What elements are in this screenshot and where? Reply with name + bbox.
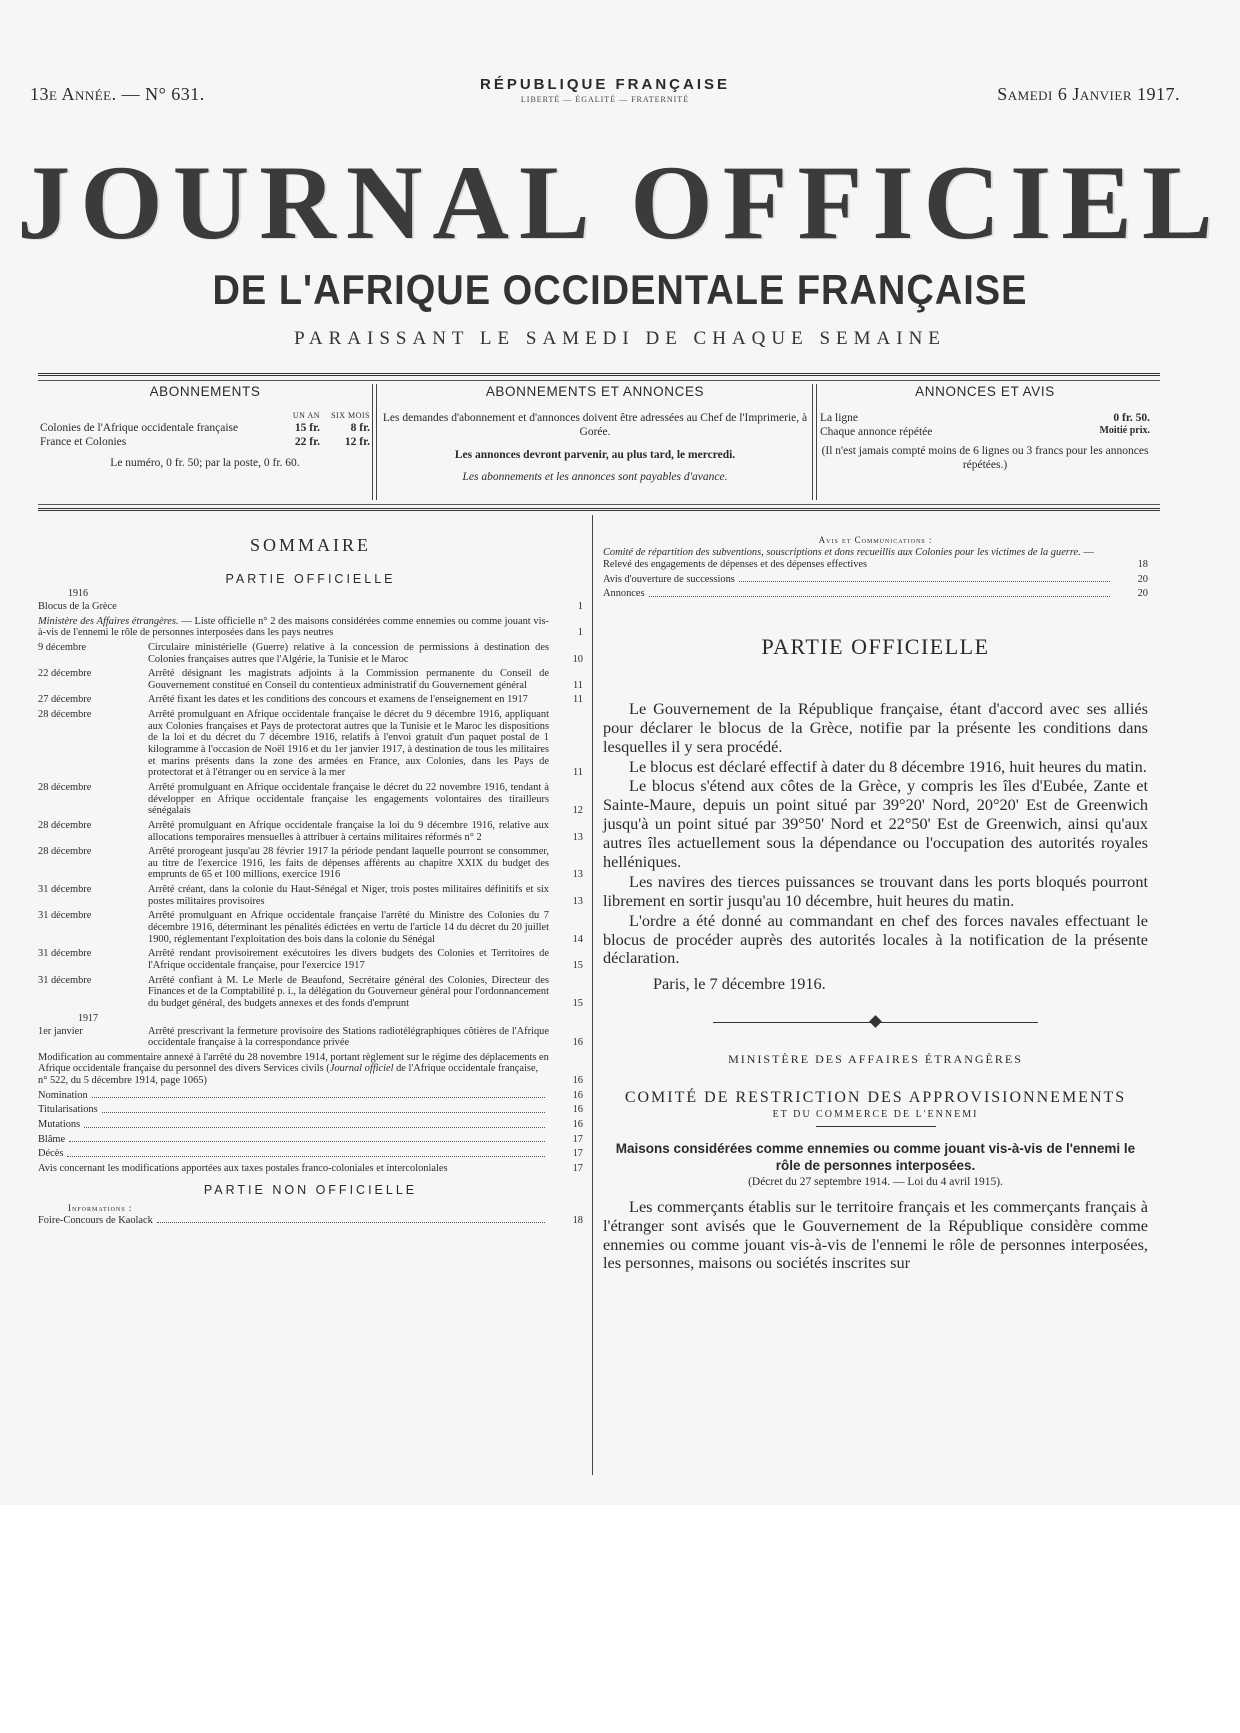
rate-six-mois: 12 fr. xyxy=(344,436,370,449)
entry-date: 31 décembre xyxy=(38,974,92,986)
article-column xyxy=(603,535,1148,1274)
rate-row xyxy=(40,435,370,449)
rate-row xyxy=(40,421,370,435)
sommaire-entry xyxy=(38,910,583,945)
entry-text: de l'Afrique occidentale française, n° 522, du 5 décembre 1914, page 1065) xyxy=(38,1063,539,1087)
entry-page: 20 xyxy=(1137,573,1148,585)
repetee-label: Chaque annonce répétée xyxy=(820,426,933,439)
rate-six-mois: 8 fr. xyxy=(350,421,370,434)
journal-title: JOURNAL OFFICIEL xyxy=(17,144,1223,261)
repetee-value: Moitié prix. xyxy=(1099,425,1150,437)
entry-page: 1 xyxy=(577,601,583,612)
entry-date: 28 décembre xyxy=(38,819,92,831)
sommaire-entry xyxy=(38,948,583,971)
entry-text: Arrêté créant, dans la colonie du Haut-Sénégal et Niger, trois postes militaires définitifs et six postes militaires provisoires xyxy=(148,884,549,907)
entry-text: Blâme xyxy=(38,1133,66,1145)
entry-date: 1er janvier xyxy=(38,1025,83,1037)
entry-text: — Relevé des engagements de dépenses et des dépenses effectives xyxy=(603,547,1094,570)
rate-un-an: 22 fr. xyxy=(294,436,320,449)
box-bottom-rule xyxy=(38,504,1160,511)
rate-label: France et Colonies xyxy=(40,436,127,449)
entry-page: 15 xyxy=(572,997,583,1009)
entry-page: 11 xyxy=(572,694,583,706)
box-top-rule xyxy=(38,373,1160,381)
masthead-topline xyxy=(30,76,1180,116)
republic-label: RÉPUBLIQUE FRANÇAISE xyxy=(479,76,730,93)
entry-text: Arrêté désignant les magistrats adjoints à la Commission permanente du Conseil de Gouvernement constitué en Conseil du contentieux administratif du Gouvernement général xyxy=(148,668,549,691)
entry-date: 28 décembre xyxy=(38,846,92,858)
year-1917: 1917 xyxy=(78,1012,98,1024)
entry-text: Arrêté rendant provisoirement exécutoires les divers budgets des Colonies et Territoires de l'Afrique occidentale française, pour l'exercice 1917 xyxy=(148,948,549,971)
annonces-avis-heading: ANNONCES ET AVIS xyxy=(915,384,1055,399)
sommaire-title: SOMMAIRE xyxy=(249,535,371,555)
leader-dots xyxy=(102,1104,545,1113)
sommaire-entry xyxy=(38,1104,583,1116)
rate-label: Colonies de l'Afrique occidentale française xyxy=(40,421,239,434)
sommaire-entry xyxy=(38,616,583,639)
entry-text-wrapper xyxy=(38,1052,549,1087)
leader-dots xyxy=(649,588,1110,597)
sommaire-entry xyxy=(38,846,583,881)
abonnements-annonces-heading: ABONNEMENTS ET ANNONCES xyxy=(485,384,705,399)
sommaire-entry xyxy=(38,668,583,691)
article-signoff: Paris, le 7 décembre 1916. xyxy=(653,974,826,994)
leader-dots xyxy=(69,1134,545,1143)
box-separator xyxy=(812,384,817,500)
annonces-note: (Il n'est jamais compté moins de 6 lignes ou 3 francs pour les annonces répétées.) xyxy=(821,444,1149,471)
sommaire-entry xyxy=(38,884,583,907)
sommaire-continued xyxy=(603,535,1148,600)
entry-page: 18 xyxy=(572,1214,583,1226)
sommaire-entry xyxy=(38,1163,583,1175)
article-paragraph: Le blocus s'étend aux côtes de la Grèce, y compris les îles d'Eubée, Zante et Sainte-Maure, depuis un point situé par 39°20' Nord, 20°20' Est de Greenwich jusqu'à un point situé par 39°50' Nord et 22°50' Est de Greenwich, ainsi qu'aux autres îles actuellement sous la dépendance ou l'occupation des autorités royales helléniques. xyxy=(603,776,1148,872)
article-paragraph: L'ordre a été donné au commandant en chef des forces navales effectuant le blocus de procéder auprès des autorités locales à la notification de la présente déclaration. xyxy=(603,910,1148,968)
sommaire-entry xyxy=(603,574,1148,586)
entry-text: Arrêté promulguant en Afrique occidentale française la loi du 9 décembre 1916, relative aux allocations temporaires mensuelles à attribuer à certains militaires réformés n° 2 xyxy=(148,819,549,843)
sommaire-entry xyxy=(603,588,1148,600)
box-separator xyxy=(372,384,377,500)
entry-page: 1 xyxy=(577,627,583,639)
entry-page: 17 xyxy=(572,1133,583,1145)
partie-officielle-heading: PARTIE OFFICIELLE xyxy=(225,572,396,586)
entry-text: Arrêté prorogeant jusqu'au 28 février 1917 la période pendant laquelle pourront se consommer, au titre de l'exercice 1916, les faits de dépenses afférents au chapitre XXIX du budget des emprunts de 65 et 100 millions, exercice 1916 xyxy=(148,846,549,881)
issue-date: Samedi 6 Janvier 1917. xyxy=(997,84,1180,104)
article-paragraph: Le blocus est déclaré effectif à dater du 8 décembre 1916, huit heures du matin. xyxy=(629,756,1147,776)
rate-un-an: 15 fr. xyxy=(294,421,320,434)
entry-date: 27 décembre xyxy=(38,694,92,706)
entry-text: Arrêté prescrivant la fermeture provisoire des Stations radiotélégraphiques côtières de l'Afrique occidentale française à la correspondance privée xyxy=(148,1025,549,1049)
section-divider xyxy=(603,1014,1148,1032)
entry-page: 10 xyxy=(572,653,583,665)
abonnements-heading: ABONNEMENTS xyxy=(149,384,261,399)
entry-text: Arrêté promulguant en Afrique occidentale française le décret du 22 novembre 1916, tendant à développer en Afrique occidentale française les engagements volontaires des tirailleurs sénégalais xyxy=(148,781,549,817)
short-rule xyxy=(816,1126,936,1127)
entry-date: 31 décembre xyxy=(38,948,92,960)
entry-page: 16 xyxy=(572,1104,583,1116)
entry-text: Mutations xyxy=(38,1118,81,1130)
leader-dots xyxy=(84,1119,545,1128)
article-paragraph: Les commerçants établis sur le territoire français et les commerçants français à l'étranger sont avisés que le Gouvernement de la République considère comme ennemies ou comme jouant vis-à-vis de l'ennemi le rôle de personnes interposées, les personnes, maisons ou sociétés inscrites sur xyxy=(603,1196,1148,1273)
entry-page: 13 xyxy=(572,895,583,907)
entry-page: 13 xyxy=(572,831,583,843)
divider-diamond-icon xyxy=(869,1016,882,1029)
entry-page: 14 xyxy=(572,933,583,945)
leader-dots xyxy=(67,1148,545,1157)
sommaire-entry xyxy=(603,547,1148,570)
informations-heading: Informations : xyxy=(68,1202,133,1213)
entry-text: Arrêté promulguant en Afrique occidentale française l'arrêté du Ministre des Colonies du 7 décembre 1916, déterminant les pénalités édictées en vertu de l'article 14 du décret du 20 juillet 1900, réglementant l'exploitation des bois dans la colonie du Sénégal xyxy=(148,910,549,945)
sommaire-entry xyxy=(38,601,583,613)
entry-page: 16 xyxy=(572,1037,583,1049)
col-six-mois: SIX MOIS xyxy=(331,410,370,420)
entry-text: Arrêté fixant les dates et les conditions des concours et examens de l'enseignement en 1917 xyxy=(148,694,528,706)
ministry-heading: MINISTÈRE DES AFFAIRES ÉTRANGÈRES xyxy=(728,1052,1023,1067)
entry-page: 13 xyxy=(572,869,583,881)
sommaire-entry xyxy=(38,782,583,817)
abonnements-annonces-column xyxy=(380,384,810,502)
repetee-row xyxy=(820,425,1150,439)
entry-text: Foire-Concours de Kaolack xyxy=(38,1214,153,1226)
comite-title: COMITÉ DE RESTRICTION DES APPROVISIONNEMENTS xyxy=(624,1089,1127,1107)
entry-page: 11 xyxy=(572,679,583,691)
entry-page: 15 xyxy=(572,959,583,971)
decret-reference: (Décret du 27 septembre 1914. — Loi du 4 avril 1915). xyxy=(748,1175,1003,1188)
column-rule xyxy=(592,515,594,1475)
sommaire-entry xyxy=(38,694,583,706)
entry-text: Arrêté confiant à M. Le Merle de Beaufond, Secrétaire général des Colonies, Directeur des Finances et de la Comptabilité p. i., la délégation du Gouverneur général pour l'ordonnancement du budget général, des budgets annexes et des fonds d'emprunt xyxy=(148,974,549,1009)
entry-text-italic: Journal officiel xyxy=(329,1063,394,1075)
entry-date: 28 décembre xyxy=(38,781,92,793)
entry-page: 17 xyxy=(572,1162,583,1174)
entry-page: 18 xyxy=(1137,558,1148,570)
entry-text: Blocus de la Grèce xyxy=(38,601,117,612)
annonces-line3: Les abonnements et les annonces sont payables d'avance. xyxy=(462,471,728,483)
entry-text-wrapper xyxy=(38,616,549,639)
annonces-avis-column xyxy=(820,384,1150,502)
avis-heading: Avis et Communications : xyxy=(818,535,933,545)
sommaire-entry xyxy=(38,709,583,779)
entry-page: 11 xyxy=(572,767,583,779)
scan-blank-area xyxy=(0,1505,1240,1733)
numero-price: Le numéro, 0 fr. 50; par la poste, 0 fr. 60. xyxy=(110,456,300,469)
sommaire-entry xyxy=(38,1090,583,1102)
sommaire-entry xyxy=(38,820,583,843)
abonnements-column xyxy=(40,384,370,502)
entry-text: Modification au commentaire annexé à l'arrêté du 28 novembre 1914, portant règlement sur le régime des déplacements en Afrique occidentale française du personnel des divers Services civils ( xyxy=(38,1051,549,1075)
sommaire-entry xyxy=(38,1148,583,1160)
sommaire-entry xyxy=(38,1119,583,1131)
article-section-title: PARTIE OFFICIELLE xyxy=(761,633,990,659)
issue-number: 13e Année. — N° 631. xyxy=(30,84,205,104)
entry-page: 17 xyxy=(572,1148,583,1160)
sommaire-entry xyxy=(38,1052,583,1087)
col-un-an: UN AN xyxy=(292,410,320,420)
entry-text: Nomination xyxy=(38,1089,88,1101)
entry-text-italic: Ministère des Affaires étrangères. xyxy=(38,615,179,627)
entry-text: Arrêté promulguant en Afrique occidentale française le décret du 9 décembre 1916, appliquant aux Colonies françaises et Pays de protectorat autres que la Tunisie et le Maroc les dispositions de la loi et du décret du 7 décembre 1916, relatifs à l'envoi gratuit d'un paquet postal de 1 kilogramme à l'occasion de Noël 1916 et du 1er janvier 1917, à destination de tous les militaires et marins présents dans la zone des armées en France, aux Colonies, dans les Pays de protectorat et à l'étranger ou en service à la mer xyxy=(148,709,549,779)
entry-date: 9 décembre xyxy=(38,641,87,653)
entry-date: 28 décembre xyxy=(38,709,92,721)
sommaire-entry xyxy=(38,975,583,1010)
entry-text: Avis d'ouverture de successions xyxy=(603,573,735,585)
entry-date: 31 décembre xyxy=(38,910,92,922)
entry-page: 16 xyxy=(572,1089,583,1101)
entry-page: 16 xyxy=(572,1075,583,1087)
rate-header-spacer xyxy=(40,411,270,421)
entry-page: 12 xyxy=(572,805,583,817)
comite-subtitle: ET DU COMMERCE DE L'ENNEMI xyxy=(772,1109,979,1121)
entry-text-italic: Comité de répartition des subventions, souscriptions et dons recueillis aux Colonies pour les victimes de la guerre. xyxy=(603,547,1081,559)
entry-text: — Liste officielle n° 2 des maisons considérées comme ennemies ou comme jouant vis-à-vis de l'ennemi le rôle de personnes interposées dans les pays neutres xyxy=(38,615,550,639)
journal-subtitle: DE L'AFRIQUE OCCIDENTALE FRANÇAISE xyxy=(212,267,1028,315)
entry-text: Avis concernant les modifications apportées aux taxes postales franco-coloniales et intercoloniales xyxy=(38,1162,448,1174)
article-paragraph: Le Gouvernement de la République française, étant d'accord avec ses alliés pour déclarer le blocus de la Grèce, notifie par la présente les conditions dans lesquelles il y sera procédé. xyxy=(603,698,1148,756)
rate-header-row xyxy=(40,411,370,421)
entry-text: Titularisations xyxy=(38,1104,98,1116)
entry-date: 31 décembre xyxy=(38,884,92,896)
journal-tagline: PARAISSANT LE SAMEDI DE CHAQUE SEMAINE xyxy=(294,328,946,349)
ligne-row xyxy=(820,411,1150,425)
leader-dots xyxy=(157,1215,545,1224)
devise: LIBERTÉ — ÉGALITÉ — FRATERNITÉ xyxy=(520,95,690,104)
entry-text-wrapper xyxy=(603,547,1114,570)
leader-dots xyxy=(92,1090,545,1099)
annonces-line1: Les demandes d'abonnement et d'annonces doivent être adressées au Chef de l'Imprimerie, à Gorée. xyxy=(382,411,808,439)
ligne-value: 0 fr. 50. xyxy=(1113,411,1150,424)
annonces-line2: Les annonces devront parvenir, au plus tard, le mercredi. xyxy=(454,448,736,461)
partie-non-officielle-heading: PARTIE NON OFFICIELLE xyxy=(203,1182,418,1197)
article-paragraph: Les navires des tierces puissances se trouvant dans les ports bloqués pourront librement en sortir jusqu'au 10 décembre, huit heures du matin. xyxy=(603,871,1148,910)
maisons-heading: Maisons considérées comme ennemies ou comme jouant vis-à-vis de l'ennemi le rôle de personnes interposées. xyxy=(615,1141,1136,1173)
entry-text: Décès xyxy=(38,1148,64,1160)
leader-dots xyxy=(739,574,1110,583)
ligne-label: La ligne xyxy=(820,411,858,424)
entry-text: Circulaire ministérielle (Guerre) relative à la concession de permissions à destination des Colonies françaises autres que l'Algérie, la Tunisie et le Maroc xyxy=(148,641,549,665)
sommaire-entry xyxy=(38,1134,583,1146)
entry-page: 20 xyxy=(1137,588,1148,600)
entry-page: 16 xyxy=(572,1118,583,1130)
year-1916: 1916 xyxy=(68,588,88,599)
sommaire-entry xyxy=(38,1026,583,1049)
sommaire-entry xyxy=(38,642,583,665)
entry-date: 22 décembre xyxy=(38,668,92,680)
sommaire-column xyxy=(38,535,583,1229)
entry-text: Annonces xyxy=(603,588,645,600)
sommaire-entry xyxy=(38,1215,583,1227)
